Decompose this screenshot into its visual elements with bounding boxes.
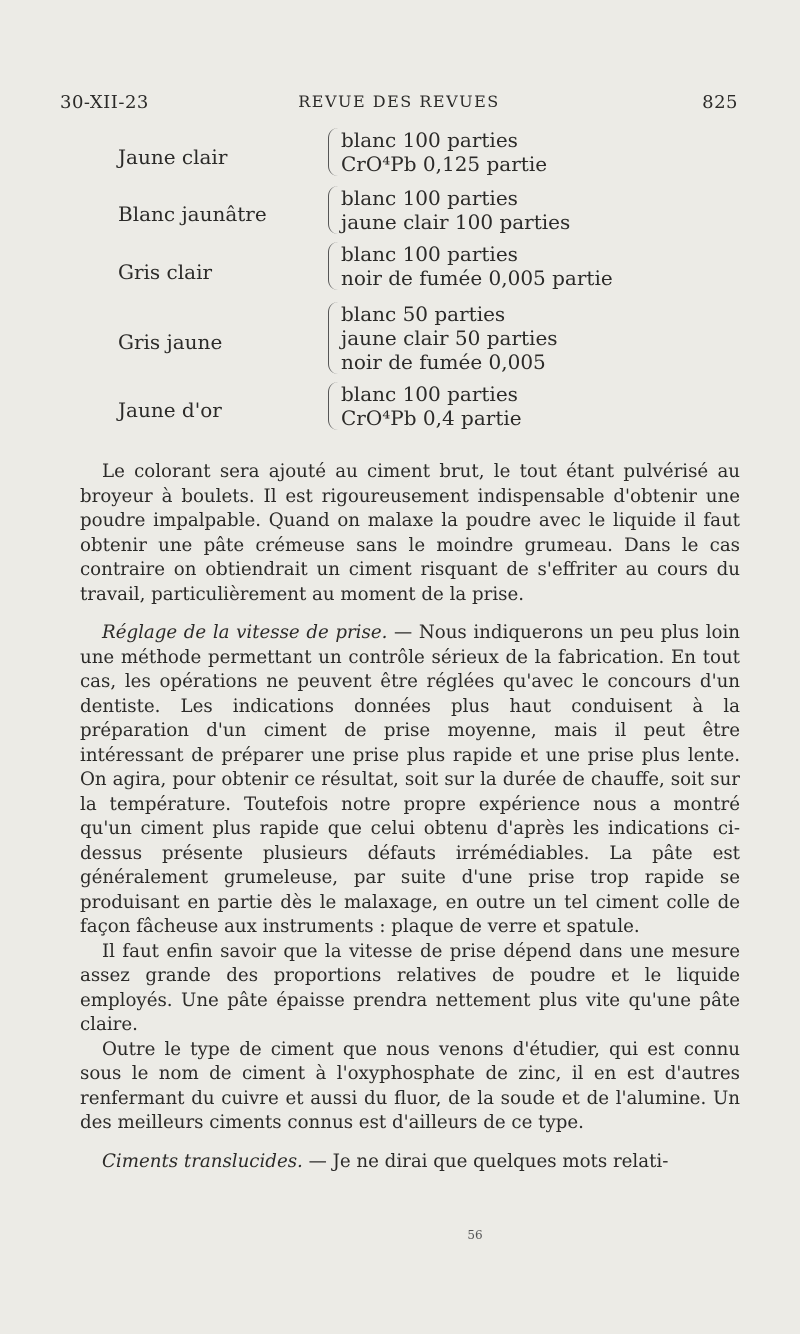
paragraph: [80, 1150, 740, 1175]
recipe-item: blanc 50 parties: [341, 302, 506, 326]
section-heading: Ciments translucides.: [102, 1150, 303, 1172]
recipe-item: blanc 100 parties: [341, 186, 518, 210]
header-title: REVUE DES REVUES: [298, 92, 500, 111]
recipe-items: [328, 302, 638, 374]
recipe-name: Blanc jaunâtre: [118, 202, 267, 226]
recipe-item: blanc 100 parties: [341, 128, 518, 152]
recipe: [118, 186, 638, 242]
page-number: 825: [702, 92, 738, 113]
recipe-items: [328, 186, 638, 234]
running-header: [60, 92, 738, 122]
recipe-name: Jaune d'or: [118, 398, 222, 422]
footer: [0, 1228, 800, 1242]
header-date: 30-XII-23: [60, 92, 149, 113]
recipe-item: CrO⁴Pb 0,125 partie: [341, 152, 548, 176]
recipe-item: CrO⁴Pb 0,4 partie: [341, 406, 522, 430]
recipe-item: noir de fumée 0,005 partie: [341, 266, 613, 290]
recipe-items: [328, 382, 638, 430]
paragraph: Le colorant sera ajouté au ciment brut, le tout étant pulvérisé au broyeur à boulets. Il est rigoureusement indispensable d'obtenir une poudre impalpable. Quand on malaxe la poudre avec le liquide il faut obtenir une pâte crémeuse sans le moindre grumeau. Dans le cas contraire on obtiendrait un ciment risquant de s'effriter au cours du travail, particulièrement au moment de la prise.: [80, 461, 740, 605]
recipe-items: [328, 128, 638, 176]
recipe: [118, 302, 638, 382]
paragraph: Outre le type de ciment que nous venons d'étudier, qui est connu sous le nom de ciment à l'oxyphosphate de zinc, il en est d'autres renfermant du cuivre et aussi du fluor, de la soude et de l'alumine. Un des meilleurs ciments connus est d'ailleurs de ce type.: [80, 1038, 740, 1133]
recipe-item: jaune clair 50 parties: [341, 326, 558, 350]
recipe-name: Gris jaune: [118, 330, 223, 354]
recipe-item: jaune clair 100 parties: [341, 210, 571, 234]
paragraph-text: — Je ne dirai que quelques mots relati-: [302, 1150, 669, 1172]
recipe-item: blanc 100 parties: [341, 242, 518, 266]
color-recipes: [118, 128, 638, 438]
recipe: [118, 242, 638, 302]
recipe-name: Gris clair: [118, 260, 213, 284]
printer-signature: 56: [467, 1228, 483, 1242]
section-heading: Réglage de la vitesse de prise.: [102, 622, 388, 643]
recipe-name: Jaune clair: [118, 145, 228, 169]
recipe: [118, 382, 638, 438]
recipe: [118, 128, 638, 186]
recipe-item: noir de fumée 0,005: [341, 350, 546, 374]
paragraph-text: — Nous indiquerons un peu plus loin une méthode permettant un contrôle sérieux de la fabrication. En tout cas, les opérations ne peuvent être réglées qu'avec le concours d'un dentiste. Les indications données plus haut conduisent à la préparation d'un ciment de prise moyenne, mais il peut être intéressant de préparer une prise plus rapide et une prise plus lente. On agira, pour obtenir ce résultat, soit sur la durée de chauffe, soit sur la température. Toutefois notre propre expérience nous a montré qu'un ciment plus rapide que celui obtenu d'après les indications ci-dessus présente plusieurs défauts irrémédiables. La pâte est généralement grumeleuse, par suite d'une prise trop rapide se produisant en partie dès le malaxage, en outre un tel ciment colle de façon fâcheuse aux instruments : plaque de verre et spatule.: [80, 622, 741, 937]
paragraph: Il faut enfin savoir que la vitesse de prise dépend dans une mesure assez grande des proportions relatives de poudre et le liquide employés. Une pâte épaisse prendra nettement plus vite qu'une pâte claire.: [80, 940, 740, 1035]
recipe-items: [328, 242, 638, 290]
recipe-item: blanc 100 parties: [341, 382, 518, 406]
paragraph: [80, 621, 740, 940]
article-body: [80, 460, 740, 1174]
